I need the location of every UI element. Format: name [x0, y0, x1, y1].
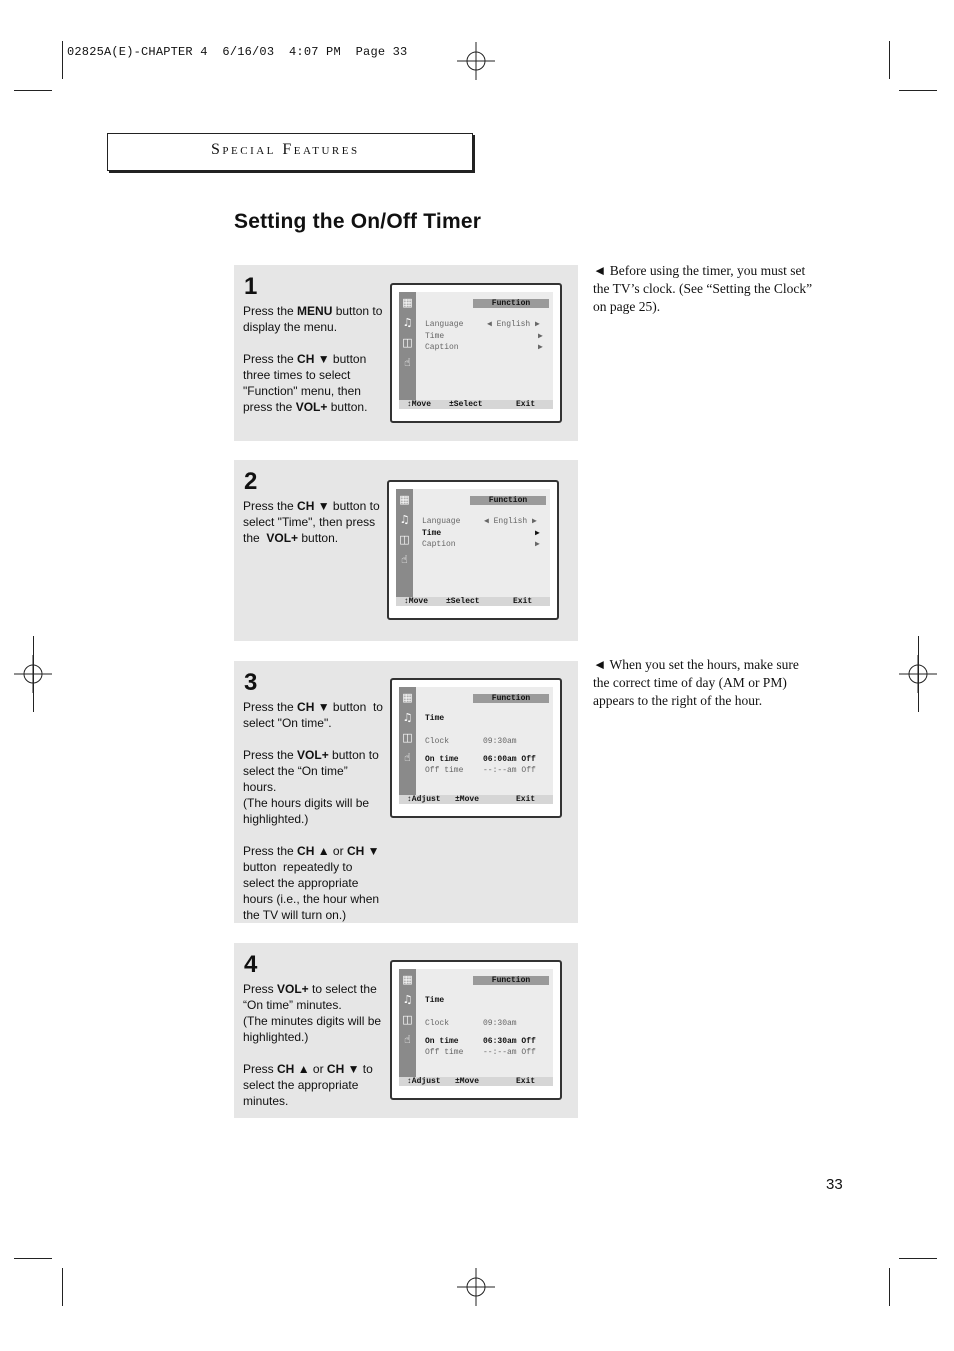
footer-exit: Exit — [513, 597, 533, 606]
footer-select: ±Select — [446, 597, 480, 606]
step-1 — [234, 265, 578, 441]
footer-exit: Exit — [516, 400, 536, 409]
menu-footer — [396, 597, 550, 606]
step-number: 3 — [244, 669, 258, 696]
section-header-label: Special Features — [211, 141, 360, 158]
footer-move: ±Move — [455, 1077, 480, 1086]
footer-select: ±Select — [449, 400, 483, 409]
time-title: Time — [425, 996, 445, 1005]
off-time-label: Off time — [425, 766, 464, 775]
footer-move: ↕Move — [404, 597, 429, 606]
time-title: Time — [425, 714, 445, 723]
note-am-pm: ◄ When you set the hours, make sure the correct time of day (AM or PM) appears to the right of the hour. — [593, 657, 799, 708]
function-icon: ☝ — [404, 751, 411, 764]
language-label: Language — [425, 320, 464, 329]
on-time-value: 06:00am Off — [483, 755, 536, 764]
channel-icon: ◫ — [402, 1013, 413, 1026]
menu-sidebar — [399, 687, 416, 801]
menu-sidebar — [399, 969, 416, 1083]
tv-screen — [387, 480, 559, 620]
step-number: 4 — [244, 951, 258, 978]
section-header — [107, 133, 473, 171]
step-3 — [234, 661, 578, 923]
footer-move: ±Move — [455, 795, 480, 804]
clock-value: 09:30am — [483, 1019, 517, 1028]
time-arrow: ▶ — [538, 332, 543, 341]
off-time-label: Off time — [425, 1048, 464, 1057]
sound-icon: ♫ — [402, 711, 413, 724]
language-label: Language — [422, 517, 461, 526]
picture-icon: ▦ — [402, 296, 413, 309]
menu-header: Function — [473, 299, 549, 308]
step-instructions: Press VOL+ to select the “On time” minutes. (The minutes digits will be highlighted.) Press CH ▲ or CH ▼ to select the appropriate minutes. — [243, 982, 382, 1108]
menu-header: Function — [473, 694, 549, 703]
time-label: Time — [425, 332, 445, 341]
function-icon: ☝ — [404, 1033, 411, 1046]
function-icon: ☝ — [401, 553, 408, 566]
time-arrow: ▶ — [535, 529, 540, 538]
footer-move: ↕Move — [407, 400, 432, 409]
menu-header: Function — [470, 496, 546, 505]
tv-screen — [390, 678, 562, 818]
language-value: ◀ English ▶ — [487, 320, 540, 329]
footer-exit: Exit — [516, 795, 536, 804]
step-instructions: Press the CH ▼ button to select "On time". Press the VOL+ button to select the “On time” hours. (The hours digits will be highlighted.) Press the CH ▲ or CH ▼ button repeatedly to select the appropriate hours (i.e., the hour when the TV will turn on.) — [243, 700, 383, 922]
step-2 — [234, 460, 578, 641]
clock-label: Clock — [425, 1019, 450, 1028]
off-time-value: --:--am Off — [483, 766, 536, 775]
menu-header: Function — [473, 976, 549, 985]
footer-adjust: ↕Adjust — [407, 1077, 441, 1086]
sound-icon: ♫ — [402, 316, 413, 329]
step-number: 2 — [244, 468, 258, 495]
print-slug: 02825A(E)-CHAPTER 4 6/16/03 4:07 PM Page 33 — [67, 45, 408, 59]
menu-footer — [399, 1077, 553, 1086]
footer-adjust: ↕Adjust — [407, 795, 441, 804]
off-time-value: --:--am Off — [483, 1048, 536, 1057]
time-label: Time — [422, 529, 442, 538]
sound-icon: ♫ — [402, 993, 413, 1006]
picture-icon: ▦ — [402, 973, 413, 986]
clock-value: 09:30am — [483, 737, 517, 746]
caption-arrow: ▶ — [538, 343, 543, 352]
page-number: 33 — [826, 1176, 843, 1193]
tv-screen — [390, 283, 562, 423]
step-4 — [234, 943, 578, 1118]
channel-icon: ◫ — [399, 533, 410, 546]
on-time-label: On time — [425, 755, 459, 764]
tv-screen — [390, 960, 562, 1100]
menu-footer — [399, 795, 553, 804]
sound-icon: ♫ — [399, 513, 410, 526]
menu-sidebar — [399, 292, 416, 406]
page-title: Setting the On/Off Timer — [234, 210, 482, 233]
picture-icon: ▦ — [399, 493, 410, 506]
menu-footer — [399, 400, 553, 409]
caption-arrow: ▶ — [535, 540, 540, 549]
registration-mark-icon — [457, 1268, 495, 1306]
step-number: 1 — [244, 273, 258, 300]
channel-icon: ◫ — [402, 336, 413, 349]
caption-label: Caption — [425, 343, 459, 352]
language-value: ◀ English ▶ — [484, 517, 537, 526]
on-time-label: On time — [425, 1037, 459, 1046]
clock-label: Clock — [425, 737, 450, 746]
footer-exit: Exit — [516, 1077, 536, 1086]
step-instructions: Press the MENU button to display the menu. Press the CH ▼ button three times to select "Function" menu, then press the VOL+ button. — [243, 304, 383, 414]
function-icon: ☝ — [404, 356, 411, 369]
picture-icon: ▦ — [402, 691, 413, 704]
registration-mark-icon — [457, 42, 495, 80]
on-time-value: 06:30am Off — [483, 1037, 536, 1046]
channel-icon: ◫ — [402, 731, 413, 744]
note-before-timer: ◄ Before using the timer, you must set the TV’s clock. (See “Setting the Clock” on page 25). — [593, 263, 813, 314]
caption-label: Caption — [422, 540, 456, 549]
menu-sidebar — [396, 489, 413, 603]
step-instructions: Press the CH ▼ button to select "Time", then press the VOL+ button. — [243, 499, 383, 545]
